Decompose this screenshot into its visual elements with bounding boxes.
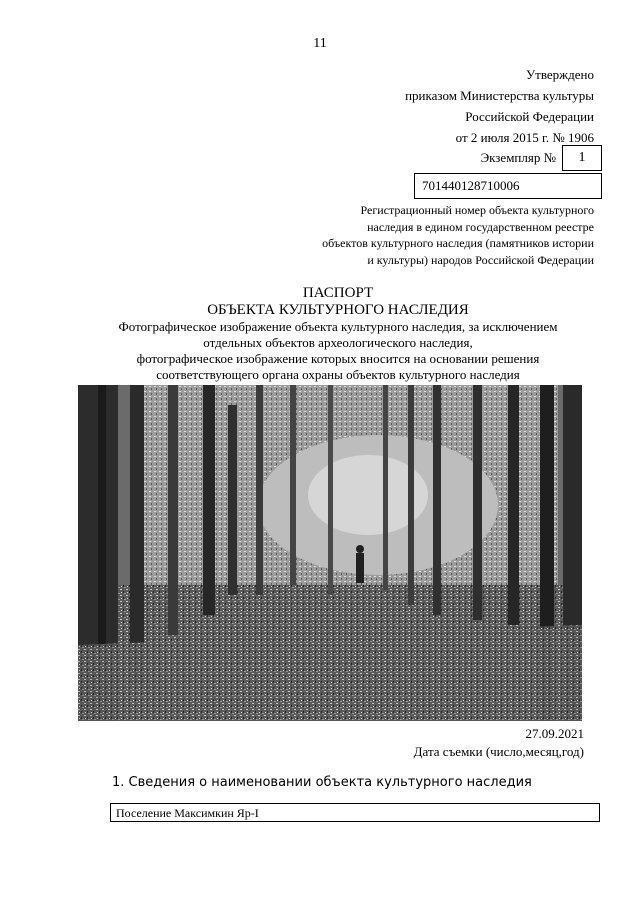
caption-line: объектов культурного наследия (памятников истории <box>322 236 594 250</box>
title-subtitle-line: фотографическое изображение которых вносится на основании решения <box>136 351 540 366</box>
page-number: 11 <box>313 36 327 51</box>
title-subtitle-line: Фотографическое изображение объекта культурного наследия, за исключением <box>118 319 558 334</box>
caption-line: наследия в едином государственном реестре <box>367 219 594 234</box>
section-1-heading: 1. Сведения о наименовании объекта культурного наследия <box>112 775 532 790</box>
object-name-field <box>110 803 600 822</box>
document-title <box>0 284 640 383</box>
photo-date: 27.09.2021 <box>525 726 584 741</box>
title-subtitle-line: отдельных объектов археологического наследия, <box>203 335 473 350</box>
copy-number-row <box>481 145 602 171</box>
registration-number-field <box>414 173 602 199</box>
approval-line: от 2 июля 2015 г. № 1906 <box>455 130 594 145</box>
registration-number-caption <box>254 202 594 268</box>
title-object: ОБЪЕКТА КУЛЬТУРНОГО НАСЛЕДИЯ <box>207 302 469 318</box>
photo-date-caption: Дата съемки (число,месяц,год) <box>413 744 584 759</box>
copy-number-value: 1 <box>578 150 586 165</box>
approval-stamp <box>234 64 594 148</box>
copy-number-box <box>562 145 602 171</box>
title-subtitle-line: соответствующего органа охраны объектов культурного наследия <box>156 367 520 382</box>
caption-line: и культуры) народов Российской Федерации <box>367 252 594 267</box>
approval-line: Утверждено <box>525 67 594 82</box>
caption-line: Регистрационный номер объекта культурного <box>360 203 594 217</box>
object-name-value: Поселение Максимкин Яр-I <box>116 806 259 820</box>
registration-number-value: 701440128710006 <box>422 178 520 193</box>
site-photograph <box>78 385 582 721</box>
approval-line: Российской Федерации <box>465 109 594 124</box>
copy-number-label: Экземпляр № <box>480 150 556 165</box>
title-passport: ПАСПОРТ <box>302 285 374 301</box>
forest-photo-image <box>78 385 582 721</box>
approval-line: приказом Министерства культуры <box>405 88 594 103</box>
